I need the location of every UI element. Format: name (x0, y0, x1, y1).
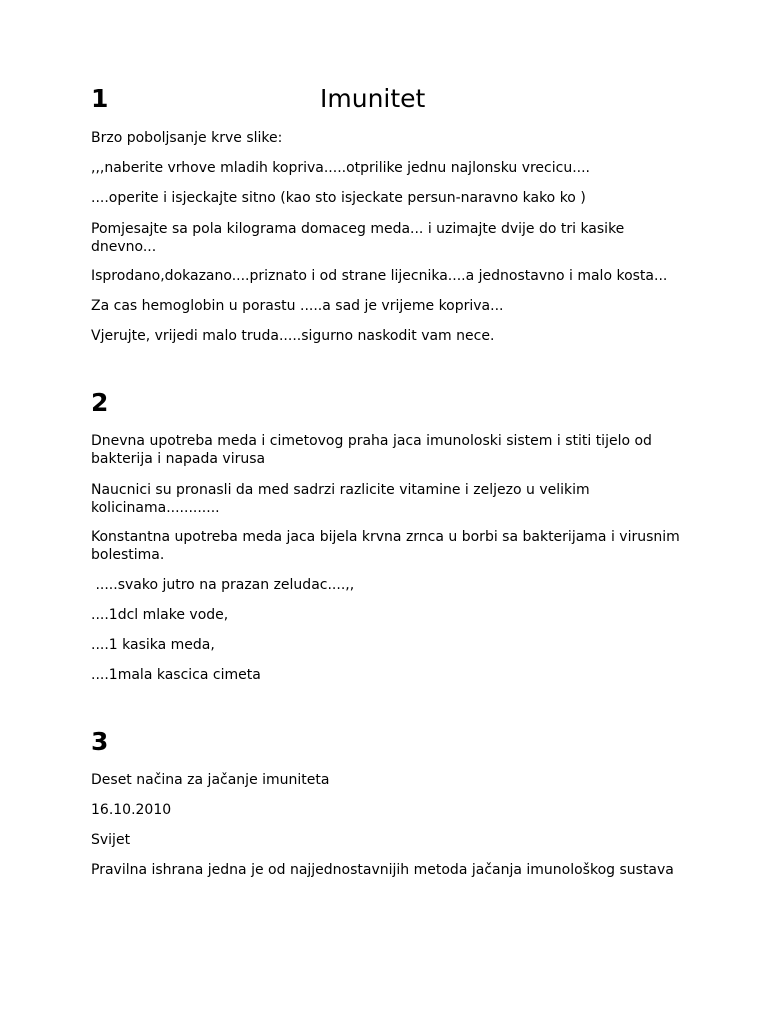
paragraph: Dnevna upotreba meda i cimetovog praha jaca imunoloski sistem i stiti tijelo od bakterija i napada virusa (91, 433, 657, 467)
paragraph: Pravilna ishrana jedna je od najjednostavnijih metoda jačanja imunološkog sustava (91, 862, 674, 878)
paragraph: Vjerujte, vrijedi malo truda.....sigurno naskodit vam nece. (91, 328, 495, 344)
paragraph: ....1 kasika meda, (91, 637, 215, 653)
paragraph: 16.10.2010 (91, 802, 172, 818)
paragraph: Za cas hemoglobin u porastu .....a sad je vrijeme kopriva... (91, 298, 504, 314)
paragraph: ....1dcl mlake vode, (91, 607, 229, 623)
paragraph: Deset načina za jačanje imuniteta (91, 772, 330, 788)
section-number-3: 3 (91, 727, 109, 756)
section-number-1: 1 (91, 84, 109, 113)
paragraph: .....svako jutro na prazan zeludac....,, (91, 577, 355, 593)
section-number-2: 2 (91, 388, 109, 417)
paragraph: ....1mala kascica cimeta (91, 667, 261, 683)
paragraph: ....operite i isjeckajte sitno (kao sto isjeckate persun-naravno kako ko ) (91, 190, 586, 206)
paragraph: ,,,naberite vrhove mladih kopriva.....otprilike jednu najlonsku vrecicu.... (91, 160, 591, 176)
paragraph: Svijet (91, 832, 131, 848)
paragraph: Brzo poboljsanje krve slike: (91, 130, 283, 146)
paragraph: Konstantna upotreba meda jaca bijela krvna zrnca u borbi sa bakterijama i virusnim bolestima. (91, 529, 685, 563)
paragraph: Naucnici su pronasli da med sadrzi razlicite vitamine i zeljezo u velikim kolicinama............ (91, 482, 595, 516)
paragraph: Pomjesajte sa pola kilograma domaceg meda... i uzimajte dvije do tri kasike dnevno... (91, 221, 629, 255)
document-title: Imunitet (320, 84, 426, 113)
paragraph: Isprodano,dokazano....priznato i od strane lijecnika....a jednostavno i malo kosta... (91, 268, 668, 284)
